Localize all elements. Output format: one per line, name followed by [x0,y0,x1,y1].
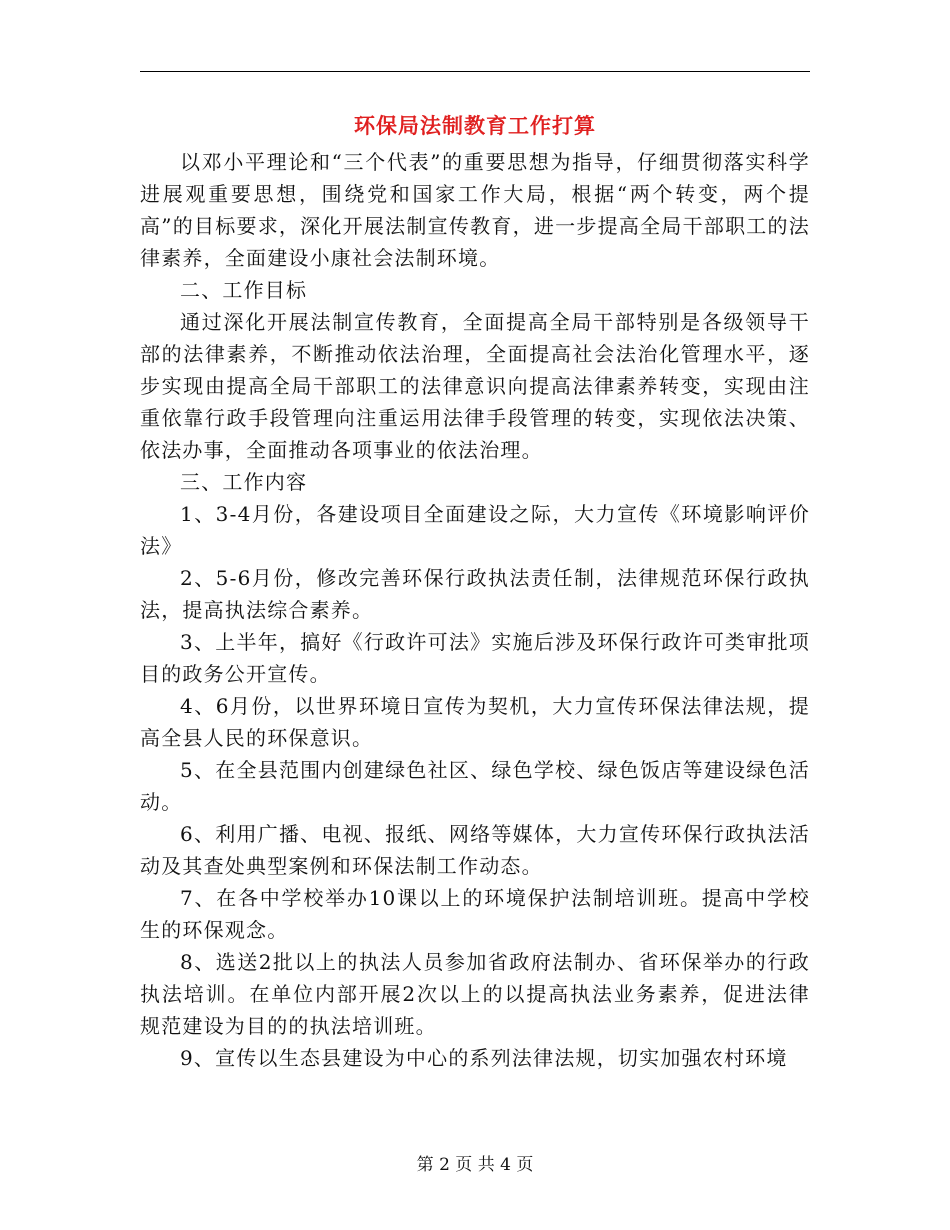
list-item-1: 1、3-4月份，各建设项目全面建设之际，大力宣传《环境影响评价法》 [140,502,810,558]
list-item-8: 8、选送2批以上的执法人员参加省政府法制办、省环保举办的行政执法培训。在单位内部开展2次以上的以提高执法业务素养，促进法律规范建设为目的的执法培训班。 [140,950,810,1038]
list-item-6: 6、利用广播、电视、报纸、网络等媒体，大力宣传环保行政执法活动及其查处典型案例和环保法制工作动态。 [140,822,810,878]
document-title: 环保局法制教育工作打算 [354,113,596,138]
page-footer [0,1154,950,1176]
heading-work-goals: 二、工作目标 [180,278,308,302]
list-item-5: 5、在全县范围内创建绿色社区、绿色学校、绿色饭店等建设绿色活动。 [140,758,810,814]
list-item-4: 4、6月份，以世界环境日宣传为契机，大力宣传环保法律法规，提高全县人民的环保意识。 [140,694,810,750]
page-number-label: 第 2 页 共 4 页 [416,1155,534,1175]
document-body [140,146,810,1074]
header-rule [140,71,810,72]
list-item-2: 2、5-6月份，修改完善环保行政执法责任制，法律规范环保行政执法，提高执法综合素养。 [140,566,810,622]
paragraph-guiding-ideology: 以邓小平理论和“三个代表”的重要思想为指导，仔细贯彻落实科学进展观重要思想，围绕党和国家工作大局，根据“两个转变，两个提高”的目标要求，深化开展法制宣传教育，进一步提高全局干部职工的法律素养，全面建设小康社会法制环境。 [140,150,810,270]
paragraph-work-goals: 通过深化开展法制宣传教育，全面提高全局干部特别是各级领导干部的法律素养，不断推动依法治理，全面提高社会法治化管理水平，逐步实现由提高全局干部职工的法律意识向提高法律素养转变，实现由注重依靠行政手段管理向注重运用法律手段管理的转变，实现依法决策、依法办事，全面推动各项事业的依法治理。 [140,310,810,462]
list-item-3: 3、上半年，搞好《行政许可法》实施后涉及环保行政许可类审批项目的政务公开宣传。 [140,630,810,686]
list-item-7: 7、在各中学校举办10课以上的环境保护法制培训班。提高中学校生的环保观念。 [140,886,810,942]
list-item-9: 9、宣传以生态县建设为中心的系列法律法规，切实加强农村环境 [180,1046,788,1070]
heading-work-content: 三、工作内容 [180,470,308,494]
